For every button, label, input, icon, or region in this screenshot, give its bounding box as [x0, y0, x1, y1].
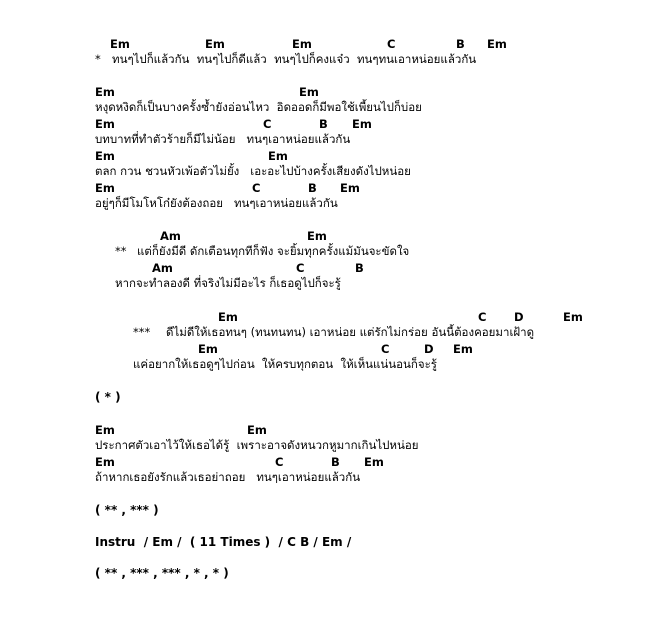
- chord: Em: [299, 85, 319, 99]
- lyric-line: ดีไม่ดีให้เธอทนๆ (ทนทนทน) เอาหน่อย แต่รักไม่กร่อย อันนี้ต้องคอยมาเฝ้าดู: [166, 325, 535, 339]
- repeat-marker: ( * ): [95, 390, 121, 404]
- chord: Em: [268, 149, 288, 163]
- chord: Em: [247, 423, 267, 437]
- chord: Em: [95, 423, 115, 437]
- chord: Em: [110, 37, 130, 51]
- chord: D: [514, 310, 524, 324]
- repeat-marker: ( ** , *** , *** , * , * ): [95, 566, 229, 580]
- lyric-line: ตลก กวน ชวนหัวเพ้อตัวไม่ยั้ง เอะอะไปบ้างครั้งเสียงดังไปหน่อย: [95, 164, 411, 178]
- lyric-line: แต่ก็ยังมีดี ดักเตือนทุกทีก็ฟัง จะยิ้มทุกครั้งแม้มันจะขัดใจ: [137, 244, 410, 258]
- chord: Em: [487, 37, 507, 51]
- chord: Em: [95, 455, 115, 469]
- chord: Em: [364, 455, 384, 469]
- chord: C: [478, 310, 487, 324]
- lyric-line: ทนๆไปก็แล้วกัน ทนๆไปก็ดีแล้ว ทนๆไปก็คงแจ๋ว ทนๆทนเอาหน่อยแล้วกัน: [112, 52, 477, 66]
- lyric-line: ถ้าหากเธอยังรักแล้วเธอย่าถอย ทนๆเอาหน่อยแล้วกัน: [95, 470, 361, 484]
- chord: Em: [340, 181, 360, 195]
- chord: Em: [307, 229, 327, 243]
- lyric-line: แค่อยากให้เธอดูๆไปก่อน ให้ครบทุกตอน ให้เห็นแน่นอนก็จะรู้: [133, 357, 437, 371]
- chord: C: [381, 342, 390, 356]
- chord: Em: [95, 181, 115, 195]
- chord: Em: [218, 310, 238, 324]
- chord: Am: [160, 229, 181, 243]
- chord: Em: [205, 37, 225, 51]
- chord: Em: [292, 37, 312, 51]
- chord: C: [296, 261, 305, 275]
- chord: Em: [352, 117, 372, 131]
- section-marker: *: [95, 52, 101, 66]
- chord: Em: [563, 310, 583, 324]
- repeat-marker: ( ** , *** ): [95, 503, 159, 517]
- chord: D: [424, 342, 434, 356]
- chord: Em: [95, 149, 115, 163]
- lyric-line: ประกาศตัวเอาไว้ให้เธอได้รู้ เพราะอาจดังหนวกหูมากเกินไปหน่อย: [95, 438, 419, 452]
- chord: Em: [95, 117, 115, 131]
- lyric-line: หากจะทำลองดี ที่จริงไม่มีอะไร ก็เธอดูไปก็จะรู้: [115, 276, 341, 290]
- lyric-line: อยู่ๆก็มีโมโหโก๋ยังต้องถอย ทนๆเอาหน่อยแล้วกัน: [95, 196, 338, 210]
- chord: B: [308, 181, 317, 195]
- chord: C: [263, 117, 272, 131]
- chord: C: [275, 455, 284, 469]
- lyric-line: หงุดหงิดก็เป็นบางครั้งซ้ำยังอ่อนไหว อิดออดก็มีพอใช้เพี้ยนไปก็บ่อย: [95, 100, 422, 114]
- lyric-line: บทบาทที่ทำตัวร้ายก็มีไม่น้อย ทนๆเอาหน่อยแล้วกัน: [95, 132, 351, 146]
- chord: C: [252, 181, 261, 195]
- chord: B: [355, 261, 364, 275]
- chord: B: [319, 117, 328, 131]
- chord: Em: [198, 342, 218, 356]
- section-marker: ***: [133, 325, 151, 339]
- chord: B: [331, 455, 340, 469]
- chord: Em: [453, 342, 473, 356]
- chord: Em: [95, 85, 115, 99]
- chord: Am: [152, 261, 173, 275]
- section-marker: **: [115, 244, 127, 258]
- chord: B: [456, 37, 465, 51]
- chord: C: [387, 37, 396, 51]
- instrumental-line: Instru / Em / ( 11 Times ) / C B / Em /: [95, 535, 352, 549]
